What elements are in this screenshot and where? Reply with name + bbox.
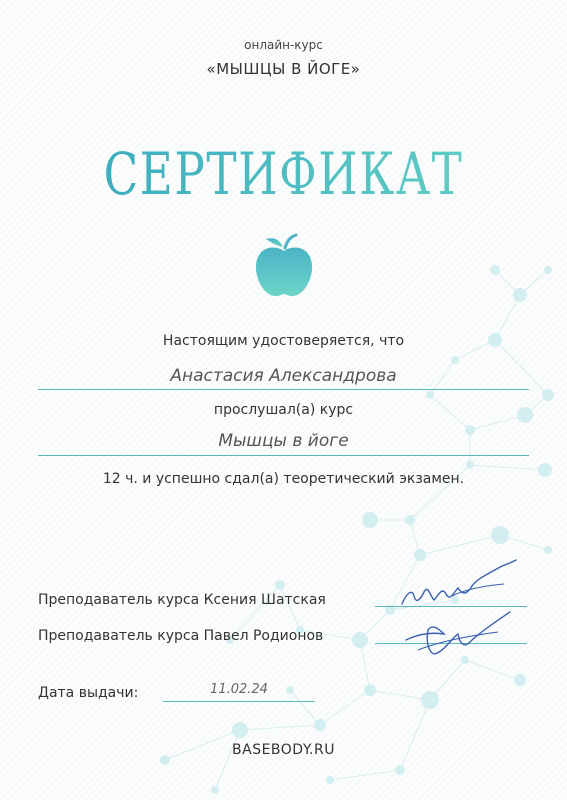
teacher-label-2: Преподаватель курса Павел Родионов: [38, 628, 324, 644]
recipient-underline: [38, 389, 529, 390]
listened-text: прослушал(а) курс: [213, 402, 354, 418]
course-underline: [38, 455, 529, 456]
apple-icon: [252, 233, 316, 299]
teacher-label-1: Преподаватель курса Ксения Шатская: [38, 592, 326, 608]
signature-2: [398, 604, 528, 664]
certify-text: Настоящим удостоверяется, что: [162, 333, 405, 349]
course-title-italic: Мышцы в йоге: [218, 431, 349, 451]
issue-date-label: Дата выдачи:: [38, 685, 139, 701]
website-footer: BASEBODY.RU: [232, 742, 335, 758]
certificate-title: СЕРТИФИКАТ: [62, 140, 504, 208]
course-name-heading: «МЫШЦЫ В ЙОГЕ»: [206, 60, 361, 78]
course-type-label: онлайн-курс: [244, 38, 323, 52]
issue-date-underline: [163, 701, 315, 702]
recipient-name: Анастасия Александрова: [170, 366, 397, 386]
exam-text: 12 ч. и успешно сдал(а) теоретический экзамен.: [102, 471, 465, 487]
issue-date-value: 11.02.24: [210, 682, 268, 697]
